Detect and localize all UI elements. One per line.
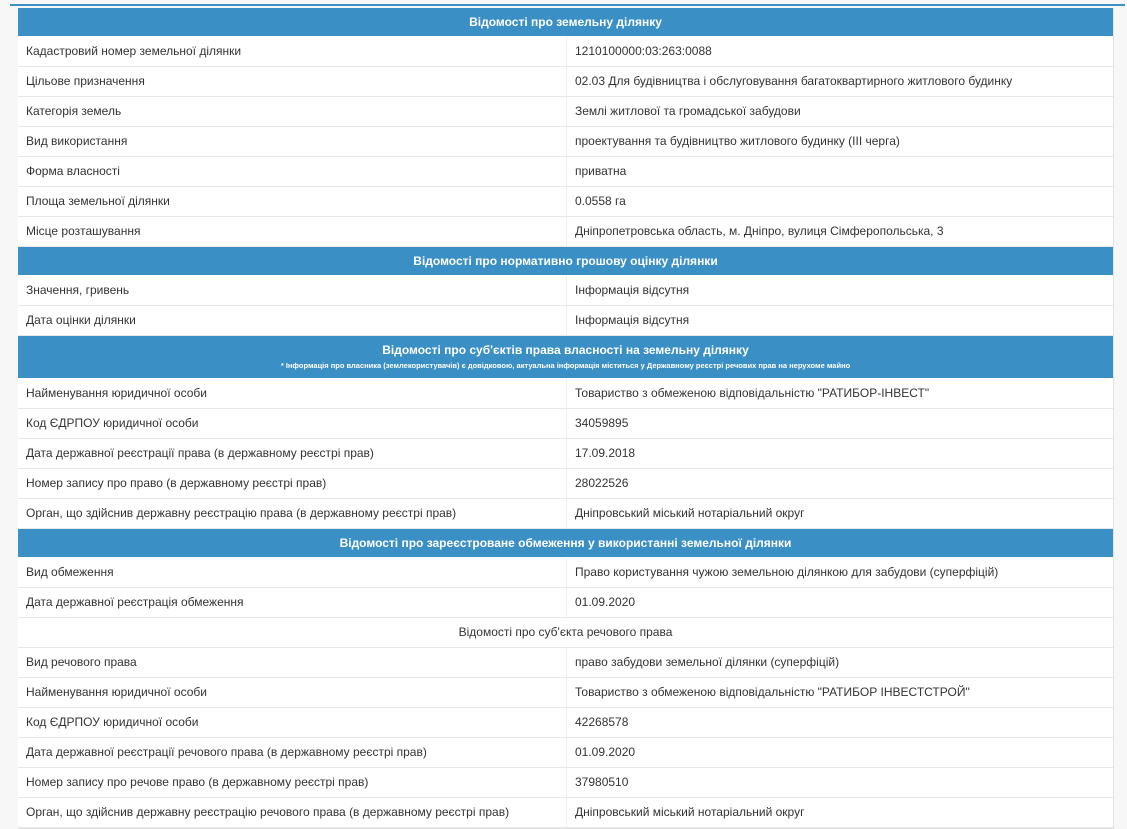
row-label: Найменування юридичної особи bbox=[26, 685, 207, 699]
row-value: 37980510 bbox=[566, 768, 1113, 797]
row-value: Дніпровський міський нотаріальний округ bbox=[566, 798, 1113, 827]
row-label: Дата державної реєстрації речового права (в державному реєстрі прав) bbox=[26, 745, 427, 759]
table-row bbox=[18, 67, 1113, 97]
row-value: 01.09.2020 bbox=[566, 738, 1113, 767]
row-value: приватна bbox=[566, 157, 1113, 186]
row-value: 17.09.2018 bbox=[566, 439, 1113, 468]
table-row bbox=[18, 439, 1113, 469]
row-label: Дата оцінки ділянки bbox=[26, 313, 136, 327]
row-value: Інформація відсутня bbox=[566, 276, 1113, 305]
section-title: Відомості про суб'єктів права власності на земельну ділянку bbox=[382, 343, 749, 357]
table-row bbox=[18, 157, 1113, 187]
row-label: Дата державної реєстрації права (в державному реєстрі прав) bbox=[26, 446, 374, 460]
row-value: Землі житлової та громадської забудови bbox=[566, 97, 1113, 126]
row-label: Категорія земель bbox=[26, 104, 122, 118]
row-value: Товариство з обмеженою відповідальністю "РАТИБОР-ІНВЕСТ" bbox=[566, 379, 1113, 408]
table-row bbox=[18, 738, 1113, 768]
row-label: Кадастровий номер земельної ділянки bbox=[26, 44, 242, 58]
row-label: Орган, що здійснив державну реєстрацію речового права (в державному реєстрі прав) bbox=[26, 805, 510, 819]
table-row bbox=[18, 217, 1113, 247]
row-label: Дата державної реєстрація обмеження bbox=[26, 595, 244, 609]
row-label: Найменування юридичної особи bbox=[26, 386, 207, 400]
row-label: Форма власності bbox=[26, 164, 120, 178]
table-row bbox=[18, 306, 1113, 336]
row-value: 02.03 Для будівництва і обслуговування багатоквартирного житлового будинку bbox=[566, 67, 1113, 96]
section-header-restriction: Відомості про зареєстроване обмеження у використанні земельної ділянки bbox=[18, 529, 1113, 558]
table-row bbox=[18, 499, 1113, 529]
row-label: Вид речового права bbox=[26, 655, 137, 669]
section-note: * Інформація про власника (землекористувачів) є довідковою, актуальна інформація міститься у Державному реєстрі речових прав на нерухоме майно bbox=[280, 361, 851, 370]
table-row bbox=[18, 678, 1113, 708]
table-row bbox=[18, 708, 1113, 738]
row-label: Значення, гривень bbox=[26, 283, 130, 297]
row-label: Місце розташування bbox=[26, 224, 141, 238]
row-label: Орган, що здійснив державну реєстрацію права (в державному реєстрі прав) bbox=[26, 506, 457, 520]
table-row bbox=[18, 97, 1113, 127]
table-row bbox=[18, 409, 1113, 439]
land-plot-info-panel bbox=[18, 8, 1114, 829]
row-value: Дніпропетровська область, м. Дніпро, вулиця Сімферопольська, 3 bbox=[566, 217, 1113, 246]
table-row bbox=[18, 187, 1113, 217]
table-row bbox=[18, 798, 1113, 828]
row-value: Інформація відсутня bbox=[566, 306, 1113, 335]
table-row bbox=[18, 648, 1113, 678]
row-value: 01.09.2020 bbox=[566, 588, 1113, 617]
row-value: 34059895 bbox=[566, 409, 1113, 438]
table-row bbox=[18, 469, 1113, 499]
section-header-normative-valuation: Відомості про нормативно грошову оцінку ділянки bbox=[18, 247, 1113, 276]
table-row bbox=[18, 588, 1113, 618]
table-row bbox=[18, 37, 1113, 67]
row-label: Вид обмеження bbox=[26, 565, 114, 579]
top-border bbox=[10, 4, 1125, 6]
table-row bbox=[18, 276, 1113, 306]
row-label: Номер запису про речове право (в державному реєстрі прав) bbox=[26, 775, 369, 789]
row-value: Дніпровський міський нотаріальний округ bbox=[566, 499, 1113, 528]
row-label: Вид використання bbox=[26, 134, 128, 148]
table-row bbox=[18, 558, 1113, 588]
row-value: Товариство з обмеженою відповідальністю "РАТИБОР ІНВЕСТСТРОЙ" bbox=[566, 678, 1113, 707]
row-label: Площа земельної ділянки bbox=[26, 194, 170, 208]
table-row bbox=[18, 379, 1113, 409]
row-label: Код ЄДРПОУ юридичної особи bbox=[26, 416, 199, 430]
row-value: 0.0558 га bbox=[566, 187, 1113, 216]
row-label: Цільове призначення bbox=[26, 74, 145, 88]
row-value: Право користування чужою земельною ділянкою для забудови (суперфіцій) bbox=[566, 558, 1113, 587]
row-value: 1210100000:03:263:0088 bbox=[566, 37, 1113, 66]
row-value: 42268578 bbox=[566, 708, 1113, 737]
table-row bbox=[18, 127, 1113, 157]
row-value: право забудови земельної ділянки (суперфіцій) bbox=[566, 648, 1113, 677]
row-label: Номер запису про право (в державному реєстрі прав) bbox=[26, 476, 327, 490]
section-header-land-plot: Відомості про земельну ділянку bbox=[18, 8, 1113, 37]
subsection-title-subject-of-right: Відомості про суб'єкта речового права bbox=[18, 618, 1113, 648]
table-row bbox=[18, 768, 1113, 798]
row-value: 28022526 bbox=[566, 469, 1113, 498]
section-header-ownership bbox=[18, 336, 1113, 379]
row-value: проектування та будівництво житлового будинку (ІІІ черга) bbox=[566, 127, 1113, 156]
row-label: Код ЄДРПОУ юридичної особи bbox=[26, 715, 199, 729]
